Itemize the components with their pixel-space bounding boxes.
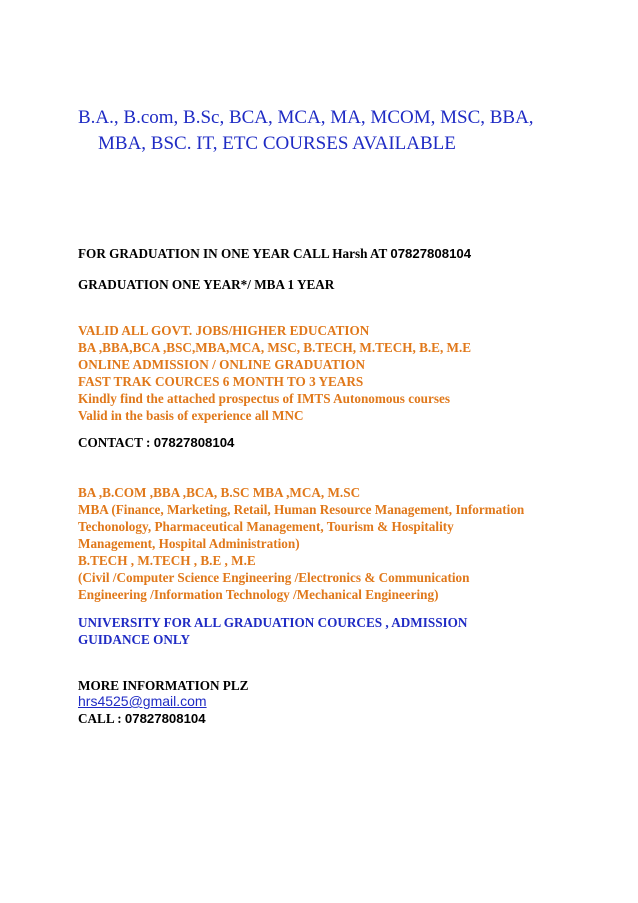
contact-line (78, 434, 234, 451)
highlight-line-2: BA ,BBA,BCA ,BSC,MBA,MCA, MSC, B.TECH, M.TECH, B.E, M.E (78, 340, 472, 355)
course-line-3: Techonology, Pharmaceutical Management, Tourism & Hospitality (78, 519, 454, 534)
headline-line-1: B.A., B.com, B.Sc, BCA, MCA, MA, MCOM, MSC, BBA, (78, 107, 534, 128)
call-phone: 07827808104 (124, 711, 206, 726)
university-line-2: GUIDANCE ONLY (78, 632, 190, 647)
course-line-2: MBA (Finance, Marketing, Retail, Human Resource Management, Information (78, 502, 525, 517)
call-label: CALL : (78, 711, 125, 726)
headline-line-2: MBA, BSC. IT, ETC COURSES AVAILABLE (98, 133, 456, 154)
university-line-1: UNIVERSITY FOR ALL GRADUATION COURCES , ADMISSION (78, 615, 468, 630)
graduation-call-text: FOR GRADUATION IN ONE YEAR CALL Harsh AT (78, 246, 391, 261)
course-line-5: B.TECH , M.TECH , B.E , M.E (78, 553, 256, 568)
more-info-line: MORE INFORMATION PLZ (78, 678, 249, 693)
graduation-one-year-line: GRADUATION ONE YEAR*/ MBA 1 YEAR (78, 277, 335, 292)
email-link[interactable]: hrs4525@gmail.com (78, 693, 207, 709)
email-line (78, 693, 207, 710)
course-line-4: Management, Hospital Administration) (78, 536, 300, 551)
courses-headline (78, 105, 618, 157)
course-line-1: BA ,B.COM ,BBA ,BCA, B.SC MBA ,MCA, M.SC (78, 485, 361, 500)
course-line-6: (Civil /Computer Science Engineering /Electronics & Communication (78, 570, 470, 585)
contact-label: CONTACT : (78, 435, 154, 450)
highlight-line-1: VALID ALL GOVT. JOBS/HIGHER EDUCATION (78, 323, 370, 338)
highlight-line-5: Kindly find the attached prospectus of IMTS Autonomous courses (78, 391, 450, 406)
highlight-line-3: ONLINE ADMISSION / ONLINE GRADUATION (78, 357, 365, 372)
graduation-call-phone: 07827808104 (390, 246, 472, 261)
highlight-line-6: Valid in the basis of experience all MNC (78, 408, 304, 423)
contact-phone: 07827808104 (153, 435, 235, 450)
course-line-7: Engineering /Information Technology /Mechanical Engineering) (78, 587, 439, 602)
graduation-call-line (78, 245, 471, 262)
call-line (78, 710, 206, 727)
highlight-line-4: FAST TRAK COURCES 6 MONTH TO 3 YEARS (78, 374, 364, 389)
